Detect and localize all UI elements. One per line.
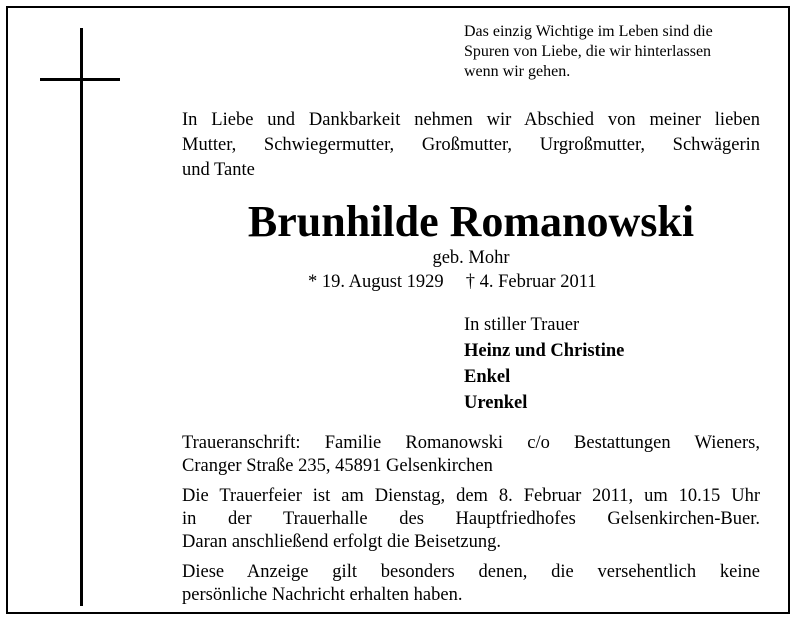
quote-line: Das einzig Wichtige im Leben sind die: [464, 23, 713, 40]
intro-line: Mutter, Schwiegermutter, Großmutter, Urgroßmutter, Schwägerin: [182, 135, 760, 155]
mourners-block: [464, 312, 624, 416]
ceremony-line: Daran anschließend erfolgt die Beisetzung.: [182, 532, 502, 552]
deceased-name: Brunhilde Romanowski: [247, 197, 695, 246]
note-line: persönliche Nachricht erhalten haben.: [182, 585, 463, 605]
address-line: Cranger Straße 235, 45891 Gelsenkirchen: [182, 456, 493, 476]
ceremony-line: in der Trauerhalle des Hauptfriedhofes Gelsenkirchen-Buer.: [182, 509, 760, 529]
ceremony-paragraph: [182, 485, 760, 554]
life-dates: [308, 270, 638, 294]
mourners-heading: In stiller Trauer: [464, 315, 580, 335]
intro-line: und Tante: [182, 160, 255, 180]
address-paragraph: [182, 432, 760, 478]
quote-line: Spuren von Liebe, die wir hinterlassen: [464, 43, 712, 60]
death-date: † 4. Februar 2011: [465, 272, 597, 292]
birth-date: * 19. August 1929: [308, 272, 444, 292]
memorial-quote: [464, 22, 764, 82]
mourner-name: Enkel: [464, 367, 511, 387]
note-line: Diese Anzeige gilt besonders denen, die versehentlich keine: [182, 562, 760, 582]
mourner-name: Heinz und Christine: [464, 341, 625, 361]
note-paragraph: [182, 561, 760, 607]
obituary-notice: [6, 6, 790, 614]
ceremony-line: Die Trauerfeier ist am Dienstag, dem 8. Februar 2011, um 10.15 Uhr: [182, 486, 760, 506]
address-line: Traueranschrift: Familie Romanowski c/o Bestattungen Wieners,: [182, 433, 760, 453]
cross-icon-bar: [40, 78, 120, 81]
intro-line: In Liebe und Dankbarkeit nehmen wir Abschied von meiner lieben: [182, 110, 760, 130]
cross-icon: [80, 28, 83, 606]
info-block: [182, 432, 760, 614]
quote-line: wenn wir gehen.: [464, 63, 571, 80]
intro-text: [182, 108, 760, 183]
mourner-name: Urenkel: [464, 393, 528, 413]
maiden-name: geb. Mohr: [432, 248, 510, 268]
